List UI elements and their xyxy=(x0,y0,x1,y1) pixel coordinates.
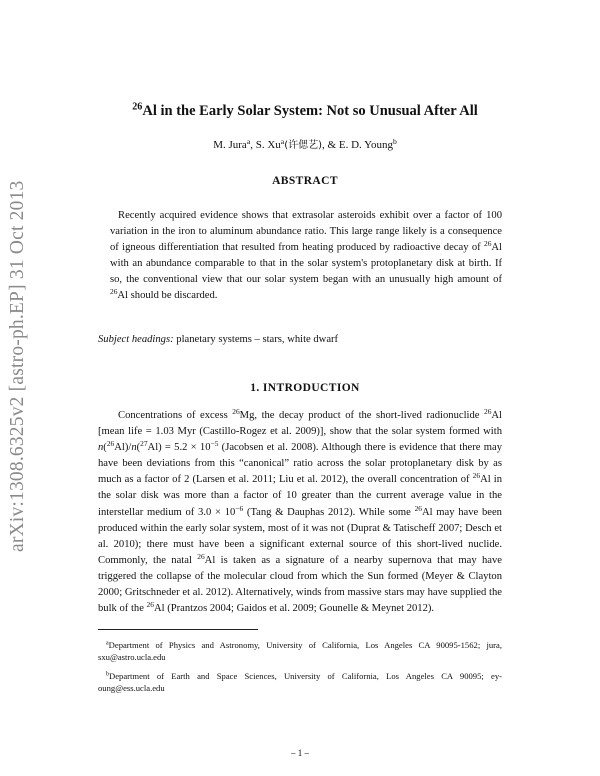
affiliation-mark: b xyxy=(392,136,397,146)
author-xu: S. Xu xyxy=(255,139,281,151)
math-variable: n xyxy=(131,442,137,454)
isotope-superscript: 26 xyxy=(232,406,240,416)
arxiv-identifier-sidebar: arXiv:1308.6325v2 [astro-ph.EP] 31 Oct 2013 xyxy=(7,180,28,552)
section-heading-introduction: 1. INTRODUCTION xyxy=(250,382,360,394)
intro-segment: Al [mean life = 1.03 Myr (Castillo-Rogez et al. 2009)], show that the solar system formed with xyxy=(98,410,502,438)
isotope-superscript: 26 xyxy=(110,286,118,296)
abstract-segment: Al with an abundance comparable to that in the solar system's protoplanetary disk at birth. If so, the conventional view that our solar system began with an unusually high amount of xyxy=(110,241,502,285)
introduction-paragraph xyxy=(98,408,502,617)
page-number: – 1 – xyxy=(291,748,309,758)
title-text: Al in the Early Solar System: Not so Unusual After All xyxy=(142,103,478,119)
intro-segment: (Tang & Dauphas 2012). While some xyxy=(243,506,415,518)
intro-segment: Al)/ xyxy=(114,442,132,454)
author-separator: , & xyxy=(322,139,339,151)
isotope-superscript: 26 xyxy=(484,406,492,416)
intro-segment: (Jacobsen et al. 2008). Although there is evidence that there may have been deviations from this “canonical” ratio across the solar protoplanetary disk by as much as a factor of 2 (Larsen et al. 2011; Liu et al. 2012), the overall concentration of xyxy=(98,442,502,486)
subject-headings-text: planetary systems – stars, white dwarf xyxy=(173,334,339,345)
subject-headings xyxy=(98,334,518,345)
abstract-heading: ABSTRACT xyxy=(272,175,338,187)
intro-segment: Al is taken as a signature of a nearby supernova that may have triggered the collapse of the molecular cloud from which the Sun formed (Meyer & Clayton 2000; Gritschneder et al. 2012). Alternatively, winds from massive stars may have supplied the bulk of the xyxy=(98,554,502,615)
author-jura: M. Jura xyxy=(213,139,247,151)
footnote-b xyxy=(98,671,502,694)
intro-segment: ( xyxy=(103,442,107,454)
abstract-segment: Recently acquired evidence shows that extrasolar asteroids exhibit over a factor of 100 variation in the iron to aluminum abundance ratio. This large range likely is a consequence of igneous differentiation that resulted from heating produced by radioactive decay of xyxy=(110,210,502,253)
footnote-a xyxy=(98,640,502,663)
intro-segment: Mg, the decay product of the short-lived radionuclide xyxy=(239,410,484,421)
abstract-segment: Al should be discarded. xyxy=(117,289,218,301)
intro-segment: Al (Prantzos 2004; Gaidos et al. 2009; Gounelle & Meynet 2012). xyxy=(153,603,435,615)
author-young: E. D. Young xyxy=(338,139,393,151)
isotope-superscript: 26 xyxy=(146,600,154,610)
affiliation-mark: a xyxy=(246,136,251,146)
isotope-superscript: 26 xyxy=(484,238,492,248)
isotope-superscript: 26 xyxy=(197,551,205,561)
affiliation-mark: a xyxy=(280,136,285,146)
intro-segment: ( xyxy=(136,442,141,454)
isotope-superscript: 26 xyxy=(472,471,481,481)
intro-segment: Al) = 5.2 × 10 xyxy=(147,442,211,454)
footnote-mark: b xyxy=(106,671,110,678)
author-list: M. Jura$^a$, S. Xu$^a$(许偲艺), & E. D. Young$^b$ xyxy=(213,136,397,151)
footnote-b-text: Department of Earth and Space Sciences, University of California, Los Angeles CA 90095; ey-oung@ess.ucla.edu xyxy=(98,671,502,693)
intro-segment: Al in the solar disk was more than a factor of 10 greater than the current average value in the interstellar medium of 3.0 × 10 xyxy=(98,474,503,518)
exponent-superscript: −5 xyxy=(210,439,219,449)
exponent-superscript: −6 xyxy=(235,503,244,513)
footnote-a-text: Department of Physics and Astronomy, University of California, Los Angeles CA 90095-1562; jura, sxu@astro.ucla.edu xyxy=(98,640,502,662)
footnote-divider xyxy=(98,629,258,630)
abstract-text xyxy=(110,208,502,303)
math-variable: n xyxy=(98,442,104,454)
title-isotope-superscript: 26 xyxy=(132,101,143,113)
footnote-mark: a xyxy=(106,640,109,647)
subject-headings-label: Subject headings: xyxy=(98,334,174,345)
isotope-superscript: 26 xyxy=(106,439,115,449)
isotope-superscript: 26 xyxy=(414,503,422,513)
isotope-superscript: 27 xyxy=(140,439,148,449)
paper-title xyxy=(95,103,515,120)
intro-segment: Concentrations of excess xyxy=(118,410,233,421)
intro-segment: Al may have been produced within the early solar system, most of it was not (Duprat & Tatischeff 2007; Desch et al. 2010); there must have been a significant external source of this short-lived nuclide. Commonly, the natal xyxy=(98,506,502,566)
author-xu-chinese-name: (许偲艺) xyxy=(284,140,323,151)
